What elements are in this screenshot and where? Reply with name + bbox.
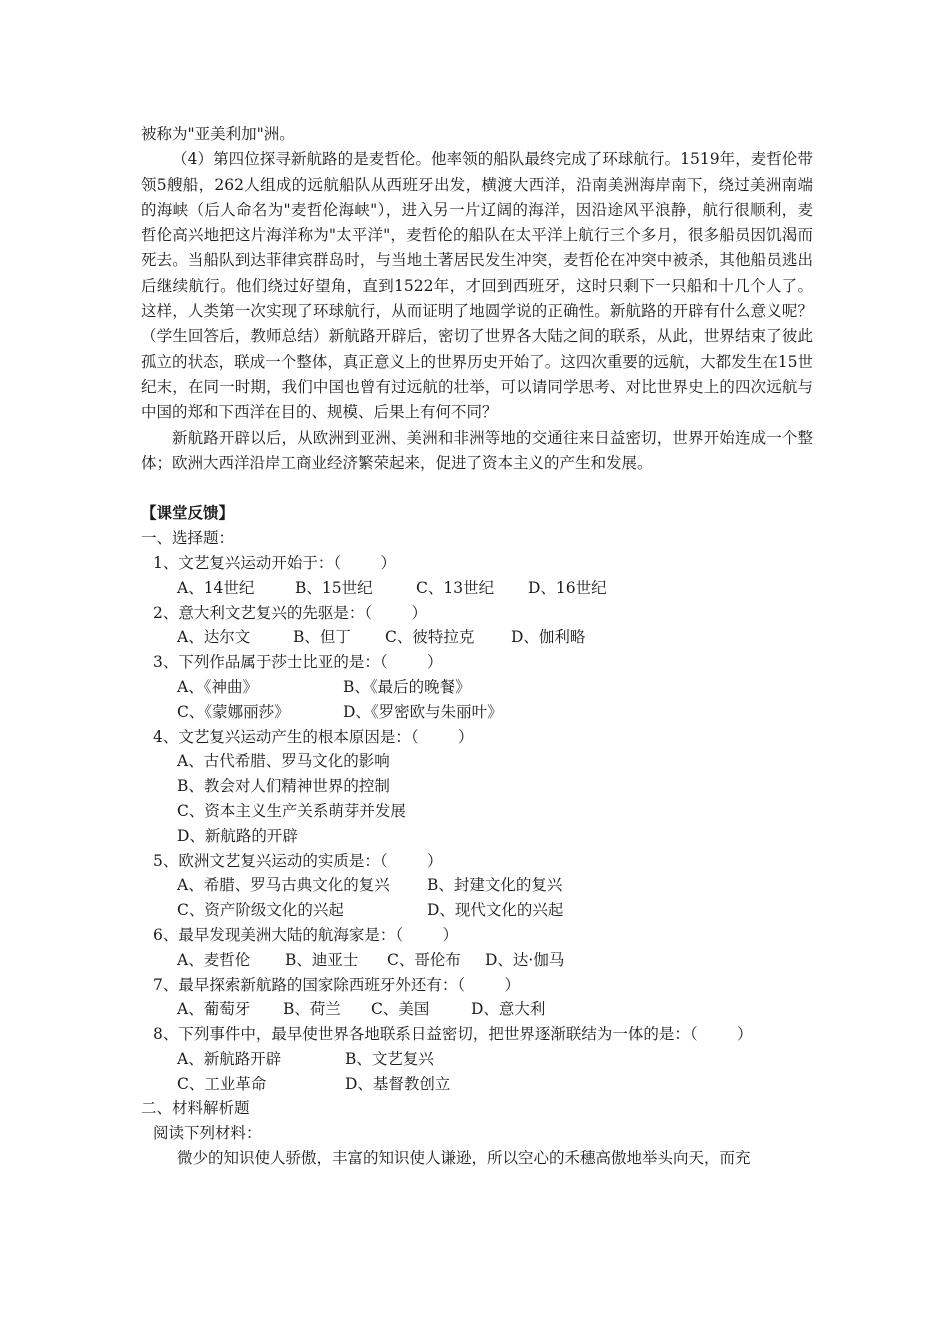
question-6: 6、最早发现美洲大陆的航海家是：（ ） [153, 925, 459, 944]
option-d: D、基督教创立 [345, 1074, 451, 1093]
options-row [141, 898, 813, 923]
option-c: C、哥伦布 [387, 950, 461, 969]
option-a: A、14世纪 [177, 578, 255, 597]
option-c: C、资本主义生产关系萌芽并发展 [177, 801, 406, 820]
option-d: D、伽利略 [511, 628, 586, 647]
options-row [141, 675, 813, 700]
options-row [141, 997, 813, 1022]
options-row [141, 700, 813, 725]
option-b: B、《最后的晚餐》 [343, 677, 471, 696]
feedback-title: 【课堂反馈】 [141, 504, 235, 523]
options-row [141, 873, 813, 898]
part2-title: 二、材料解析题 [141, 1099, 250, 1118]
options-row [141, 625, 813, 650]
options-row [141, 1047, 813, 1072]
options-row [141, 1072, 813, 1097]
option-d: D、《罗密欧与朱丽叶》 [343, 702, 503, 721]
question-4: 4、文艺复兴运动产生的根本原因是：（ ） [153, 727, 474, 746]
option-d: D、达·伽马 [485, 950, 565, 969]
option-b: B、荷兰 [283, 1000, 341, 1019]
option-b: B、迪亚士 [285, 950, 359, 969]
question-3: 3、下列作品属于莎士比亚的是：（ ） [153, 653, 443, 672]
option-c: C、工业革命 [177, 1074, 267, 1093]
option-a: A、古代希腊、罗马文化的影响 [177, 752, 390, 771]
option-b: B、封建文化的复兴 [427, 876, 563, 895]
option-c: C、13世纪 [416, 578, 495, 597]
option-a: A、麦哲伦 [177, 950, 251, 969]
option-b: B、15世纪 [295, 578, 373, 597]
option-c: C、资产阶级文化的兴起 [177, 901, 344, 920]
magellan-paragraph: （4）第四位探寻新航路的是麦哲伦。他率领的船队最终完成了环球航行。1519年，麦哲伦带领5艘船，262人组成的远航船队从西班牙出发，横渡大西洋，沿南美洲海岸南下，绕过美洲南端的海峡（后人命名为"麦哲伦海峡"），进入另一片辽阔的海洋，因沿途风平浪静，航行很顺利，麦哲伦高兴地把这片海洋称为"太平洋"，麦哲伦的船队在太平洋上航行三个多月，很多船员因饥渴而死去。当船队到达菲律宾群岛时，与当地土著居民发生冲突，麦哲伦在冲突中被杀，其他船员逃出后继续航行。他们绕过好望角，直到1522年，才回到西班牙，这时只剩下一只船和十几个人了。这样，人类第一次实现了环球航行，从而证明了地圆学说的正确性。新航路的开辟有什么意义呢？（学生回答后，教师总结）新航路开辟后，密切了世界各大陆之间的联系，从此，世界结束了彼此孤立的状态，联成一个整体，真正意义上的世界历史开始了。这四次重要的远航，大都发生在15世纪末，在同一时期，我们中国也曾有过远航的壮举，可以请同学思考、对比世界史上的四次远航与中国的郑和下西洋在目的、规模、后果上有何不同？ [141, 150, 813, 422]
option-d: D、新航路的开辟 [177, 826, 298, 845]
option-b: B、教会对人们精神世界的控制 [177, 777, 390, 796]
option-d: D、现代文化的兴起 [427, 901, 564, 920]
option-a: A、希腊、罗马古典文化的复兴 [177, 876, 390, 895]
significance-paragraph: 新航路开辟以后，从欧洲到亚洲、美洲和非洲等地的交通往来日益密切，世界开始连成一个整体；欧洲大西洋沿岸工商业经济繁荣起来，促进了资本主义的产生和发展。 [141, 428, 813, 472]
material-intro: 阅读下列材料： [153, 1124, 262, 1143]
material-text: 微少的知识使人骄傲，丰富的知识使人谦逊，所以空心的禾穗高傲地举头向天，而充 [177, 1149, 751, 1168]
option-b: B、但丁 [293, 628, 351, 647]
option-c: C、美国 [371, 1000, 430, 1019]
question-5: 5、欧洲文艺复兴运动的实质是：（ ） [153, 851, 443, 870]
question-7: 7、最早探索新航路的国家除西班牙外还有：（ ） [153, 975, 521, 994]
question-8: 8、下列事件中，最早使世界各地联系日益密切，把世界逐渐联结为一体的是：（ ） [153, 1025, 753, 1044]
option-a: A、葡萄牙 [177, 1000, 251, 1019]
options-row [141, 576, 813, 601]
option-d: D、意大利 [471, 1000, 546, 1019]
question-1: 1、文艺复兴运动开始于：（ ） [153, 553, 397, 572]
question-list [141, 551, 813, 1097]
option-a: A、新航路开辟 [177, 1049, 282, 1068]
option-a: A、达尔文 [177, 628, 251, 647]
question-2: 2、意大利文艺复兴的先驱是：（ ） [153, 603, 428, 622]
intro-line: 被称为"亚美利加"洲。 [141, 125, 295, 143]
option-c: C、彼特拉克 [385, 628, 475, 647]
document-page [141, 122, 813, 1171]
part1-title: 一、选择题： [141, 529, 235, 548]
options-row [141, 948, 813, 973]
spacer [141, 476, 813, 501]
option-a: A、《神曲》 [177, 677, 258, 696]
option-d: D、16世纪 [528, 578, 607, 597]
option-b: B、文艺复兴 [345, 1049, 434, 1068]
option-c: C、《蒙娜丽莎》 [177, 702, 290, 721]
